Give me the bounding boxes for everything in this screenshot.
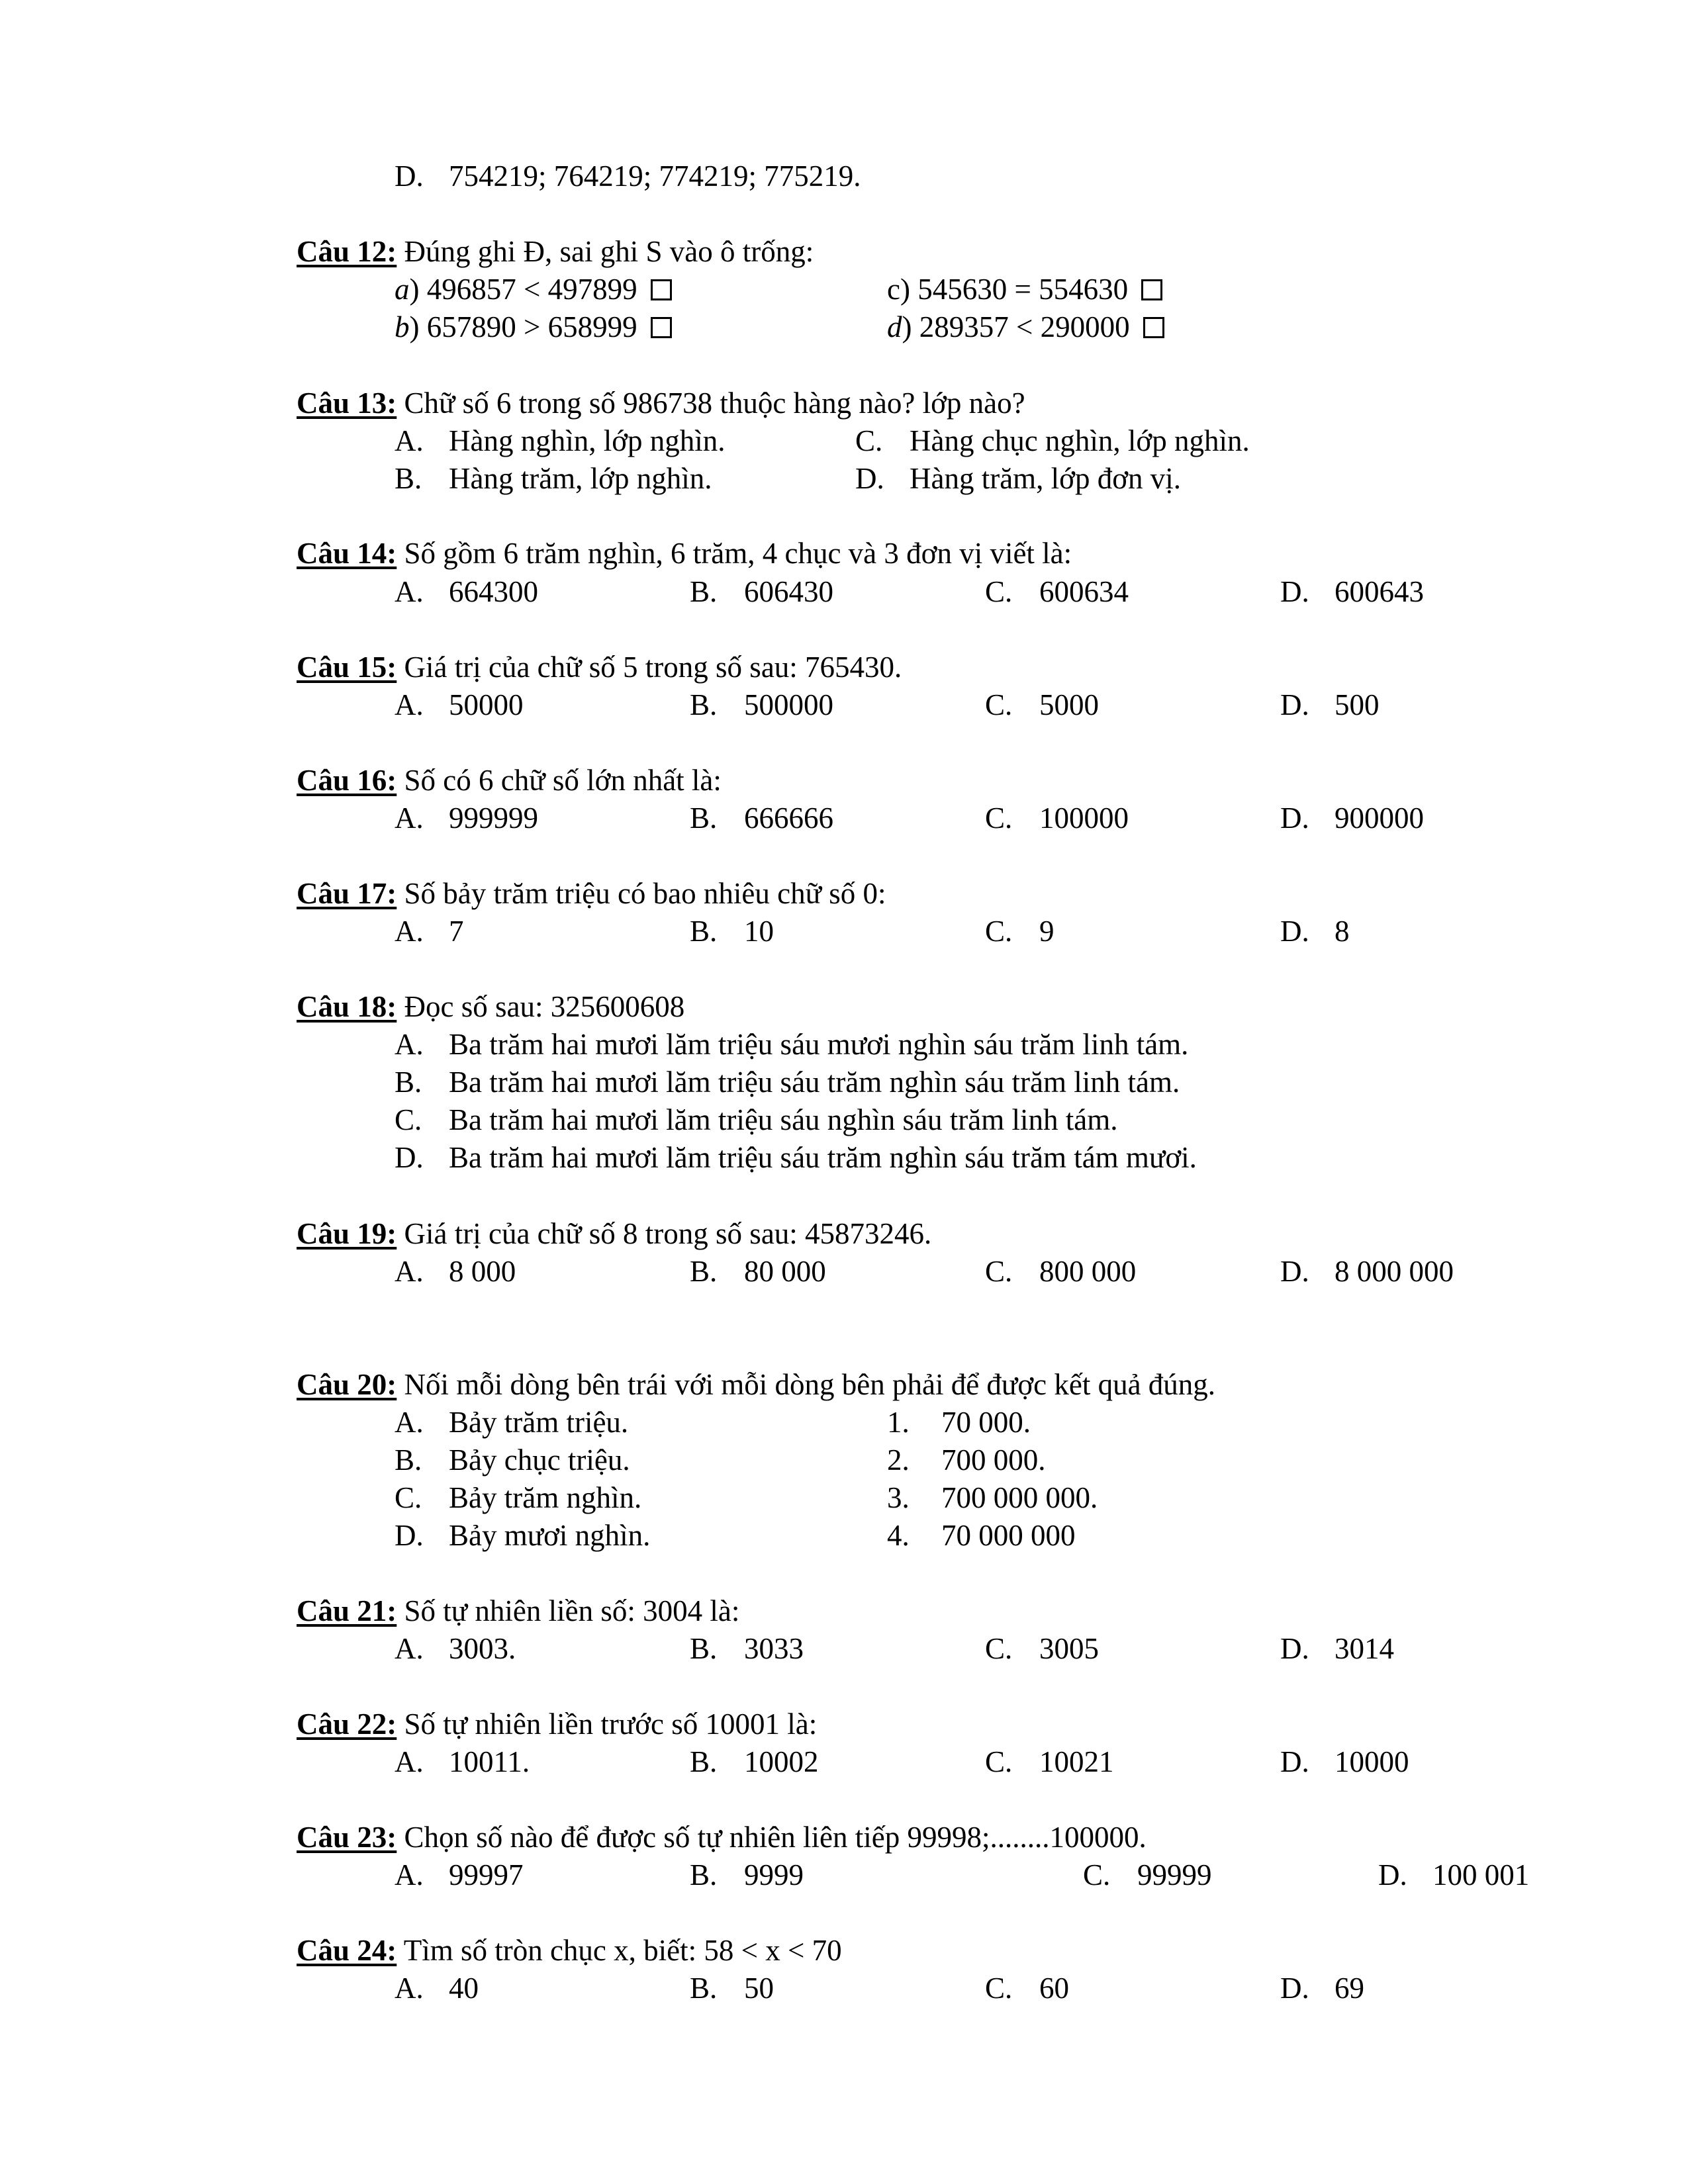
q23-option-b[interactable] [690,1856,804,1894]
option-text: 7 [449,915,464,948]
q21-option-b[interactable] [690,1630,804,1668]
q15-option-a[interactable] [395,686,524,724]
item-letter: a [395,273,410,306]
question-text: Số gồm 6 trăm nghìn, 6 trăm, 4 chục và 3 đơn vị viết là: [404,537,1072,570]
q18-option-c[interactable] [395,1101,1117,1139]
option-text: Ba trăm hai mươi lăm triệu sáu trăm nghìn sáu trăm linh tám. [449,1066,1180,1099]
option-text: 606430 [744,575,833,608]
option-key: C. [395,1481,422,1514]
q13-option-d[interactable] [855,460,1181,498]
option-key: D. [855,462,884,495]
option-text: 700 000 000. [941,1481,1098,1514]
option-text: 50 [744,1972,774,2005]
q15-option-c[interactable] [985,686,1099,724]
q18-option-a[interactable] [395,1026,1188,1064]
q12-item-d [887,308,1164,346]
answer-checkbox[interactable] [651,279,672,300]
option-text: Bảy trăm triệu. [449,1406,629,1439]
option-text: 8 000 [449,1255,516,1288]
q24-option-c[interactable] [985,1970,1069,2007]
option-key: C. [985,915,1013,948]
option-text: 10002 [744,1745,819,1778]
option-text: 99997 [449,1858,524,1891]
q19-option-c[interactable] [985,1253,1136,1291]
q17-option-b[interactable] [690,913,774,950]
item-letter: c [887,273,900,306]
option-text: Hàng trăm, lớp đơn vị. [910,462,1182,495]
q22-option-d[interactable] [1280,1743,1409,1781]
q16-option-c[interactable] [985,799,1129,837]
answer-checkbox[interactable] [1141,279,1162,300]
q15-question [297,649,902,686]
option-key: C. [1083,1858,1111,1891]
option-key: D. [1280,1255,1309,1288]
q23-option-c[interactable] [1083,1856,1212,1894]
question-text: Số bảy trăm triệu có bao nhiêu chữ số 0: [404,877,886,910]
option-text: 900000 [1335,801,1424,835]
option-text: 800 000 [1039,1255,1137,1288]
q23-option-a[interactable] [395,1856,524,1894]
item-text: ) 289357 < 290000 [902,310,1130,343]
option-key: C. [985,1255,1013,1288]
option-text: 5000 [1039,688,1099,721]
q21-question [297,1592,739,1630]
option-key: B. [395,1066,422,1099]
option-key: D. [1280,1745,1309,1778]
question-text: Số có 6 chữ số lớn nhất là: [404,764,722,797]
option-text: 3033 [744,1632,804,1665]
option-text: 3014 [1335,1632,1394,1665]
option-text: Ba trăm hai mươi lăm triệu sáu mươi nghìn sáu trăm linh tám. [449,1028,1189,1061]
option-key: D. [1280,1632,1309,1665]
option-text: 60 [1039,1972,1069,2005]
q17-option-d[interactable] [1280,913,1350,950]
option-text: 600643 [1335,575,1424,608]
q13-option-b[interactable] [395,460,712,498]
q18-question [297,988,684,1026]
q21-option-a[interactable] [395,1630,516,1668]
option-text: Hàng chục nghìn, lớp nghìn. [910,424,1250,457]
q23-option-d[interactable] [1378,1856,1529,1894]
option-text: Bảy chục triệu. [449,1443,630,1477]
option-text: 10000 [1335,1745,1409,1778]
q19-question [297,1215,931,1253]
question-text: Đúng ghi Đ, sai ghi S vào ô trống: [404,235,814,268]
item-letter: b [395,310,410,343]
option-key: C. [985,1972,1013,2005]
q22-question [297,1706,817,1743]
option-text: Bảy mươi nghìn. [449,1519,651,1552]
option-text: 8 000 000 [1335,1255,1454,1288]
question-text: Nối mỗi dòng bên trái với mỗi dòng bên phải để được kết quả đúng. [404,1368,1216,1401]
question-label: Câu 14: [297,537,397,570]
question-label: Câu 16: [297,764,397,797]
option-key: 3. [887,1481,910,1514]
option-key: C. [985,575,1013,608]
option-key: C. [395,1103,422,1136]
option-key: D. [395,1519,424,1552]
option-key: C. [985,1632,1013,1665]
option-text: Ba trăm hai mươi lăm triệu sáu nghìn sáu trăm linh tám. [449,1103,1118,1136]
option-text: 500 [1335,688,1380,721]
item-text: ) 545630 = 554630 [900,273,1129,306]
option-text: 700 000. [941,1443,1046,1477]
question-text: Chọn số nào để được số tự nhiên liên tiếp 99998;........100000. [404,1821,1147,1854]
q15-option-b[interactable] [690,686,833,724]
question-label: Câu 15: [297,651,397,684]
question-text: Số tự nhiên liền số: 3004 là: [404,1594,740,1627]
question-label: Câu 13: [297,387,397,420]
q22-option-a[interactable] [395,1743,530,1781]
question-label: Câu 19: [297,1217,397,1250]
option-key: D. [395,1141,424,1174]
item-text: ) 657890 > 658999 [409,310,637,343]
q20-right-2[interactable] [887,1441,1046,1479]
option-text: 40 [449,1972,479,2005]
option-key: D. [1280,915,1309,948]
question-text: Chữ số 6 trong số 986738 thuộc hàng nào? lớp nào? [404,387,1025,420]
option-key: A. [395,1858,424,1891]
option-key: A. [395,1406,424,1439]
q18-option-d[interactable] [395,1139,1197,1177]
q20-right-3[interactable] [887,1479,1098,1517]
question-label: Câu 24: [297,1934,397,1967]
option-text: Hàng nghìn, lớp nghìn. [449,424,726,457]
option-text: 600634 [1039,575,1129,608]
option-text: 3003. [449,1632,516,1665]
option-key: A. [395,575,424,608]
option-text: 10 [744,915,774,948]
q21-option-d[interactable] [1280,1630,1394,1668]
question-label: Câu 17: [297,877,397,910]
option-key: D. [1280,801,1309,835]
option-key: C. [985,688,1013,721]
option-text: 10021 [1039,1745,1114,1778]
option-key: D. [1280,688,1309,721]
option-key: B. [690,1858,718,1891]
option-text: Bảy trăm nghìn. [449,1481,642,1514]
q22-option-c[interactable] [985,1743,1114,1781]
q13-question [297,385,1025,422]
q20-left-a[interactable] [395,1404,628,1441]
q14-option-b[interactable] [690,573,833,611]
q16-option-b[interactable] [690,799,833,837]
option-key: D. [1280,1972,1309,2005]
question-text: Tìm số tròn chục x, biết: 58 < x < 70 [403,1934,842,1967]
q21-option-c[interactable] [985,1630,1099,1668]
option-key: A. [395,915,424,948]
q24-question [297,1932,842,1970]
option-text: Ba trăm hai mươi lăm triệu sáu trăm nghìn sáu trăm tám mươi. [449,1141,1197,1174]
q24-option-d[interactable] [1280,1970,1364,2007]
item-text: ) 496857 < 497899 [409,273,637,306]
option-text: 664300 [449,575,538,608]
q18-option-b[interactable] [395,1064,1180,1101]
q20-right-1[interactable] [887,1404,1031,1441]
item-letter: d [887,310,902,343]
question-label: Câu 18: [297,990,397,1023]
q20-left-b[interactable] [395,1441,630,1479]
q12-question [297,233,814,271]
q17-option-c[interactable] [985,913,1055,950]
question-text: Giá trị của chữ số 5 trong số sau: 765430. [404,651,902,684]
option-text: 999999 [449,801,538,835]
option-text: 666666 [744,801,833,835]
option-key: 1. [887,1406,910,1439]
q20-left-c[interactable] [395,1479,641,1517]
q14-option-a[interactable] [395,573,538,611]
q16-option-a[interactable] [395,799,538,837]
answer-checkbox[interactable] [1143,317,1164,338]
option-key: B. [690,801,718,835]
q14-question [297,535,1072,572]
question-label: Câu 12: [297,235,397,268]
q20-left-d[interactable] [395,1517,650,1555]
q24-option-a[interactable] [395,1970,479,2007]
option-key: D. [395,159,424,193]
option-text: 9999 [744,1858,804,1891]
q12-item-b [395,308,672,346]
option-text: 80 000 [744,1255,826,1288]
q14-option-c[interactable] [985,573,1129,611]
q19-option-a[interactable] [395,1253,516,1291]
option-key: 2. [887,1443,910,1477]
q22-option-b[interactable] [690,1743,819,1781]
q13-option-c[interactable] [855,422,1250,460]
option-text: 100000 [1039,801,1129,835]
q12-item-a [395,271,672,308]
option-key: B. [690,1745,718,1778]
question-text: Giá trị của chữ số 8 trong số sau: 45873246. [404,1217,932,1250]
option-key: D. [1378,1858,1407,1891]
option-key: A. [395,688,424,721]
option-key: B. [690,1972,718,2005]
option-text: 8 [1335,915,1350,948]
option-text: 70 000 000 [941,1519,1076,1552]
option-key: B. [690,915,718,948]
q12-item-c [887,271,1162,308]
q16-question [297,762,722,799]
option-text: Hàng trăm, lớp nghìn. [449,462,712,495]
q17-option-a[interactable] [395,913,464,950]
question-label: Câu 23: [297,1821,397,1854]
option-key: B. [690,688,718,721]
option-text: 50000 [449,688,524,721]
option-key: B. [690,1632,718,1665]
q20-right-4[interactable] [887,1517,1076,1555]
option-text: 70 000. [941,1406,1031,1439]
option-key: A. [395,1745,424,1778]
question-text: Số tự nhiên liền trước số 10001 là: [404,1707,818,1741]
option-text: 69 [1335,1972,1364,2005]
question-label: Câu 21: [297,1594,397,1627]
option-text: 500000 [744,688,833,721]
q24-option-b[interactable] [690,1970,774,2007]
q23-question [297,1819,1147,1856]
option-key: C. [985,1745,1013,1778]
q14-option-d[interactable] [1280,573,1424,611]
option-text: 100 001 [1432,1858,1530,1891]
option-key: A. [395,424,424,457]
q15-option-d[interactable] [1280,686,1380,724]
option-key: A. [395,1255,424,1288]
option-key: C. [855,424,883,457]
q13-option-a[interactable] [395,422,726,460]
question-label: Câu 22: [297,1707,397,1741]
option-key: B. [395,1443,422,1477]
q11-option-d [395,158,861,195]
option-key: A. [395,1632,424,1665]
option-text: 754219; 764219; 774219; 775219. [449,159,861,193]
answer-checkbox[interactable] [651,317,672,338]
option-key: A. [395,801,424,835]
option-key: B. [690,575,718,608]
option-text: 99999 [1137,1858,1212,1891]
option-text: 3005 [1039,1632,1099,1665]
option-key: A. [395,1028,424,1061]
question-label: Câu 20: [297,1368,397,1401]
question-text: Đọc số sau: 325600608 [404,990,685,1023]
option-key: B. [395,462,422,495]
option-text: 10011. [449,1745,530,1778]
q20-question [297,1366,1215,1404]
option-key: B. [690,1255,718,1288]
option-text: 9 [1039,915,1055,948]
option-key: D. [1280,575,1309,608]
q19-option-b[interactable] [690,1253,826,1291]
q19-option-d[interactable] [1280,1253,1454,1291]
q16-option-d[interactable] [1280,799,1424,837]
option-key: C. [985,801,1013,835]
option-key: A. [395,1972,424,2005]
option-key: 4. [887,1519,910,1552]
q17-question [297,875,886,913]
